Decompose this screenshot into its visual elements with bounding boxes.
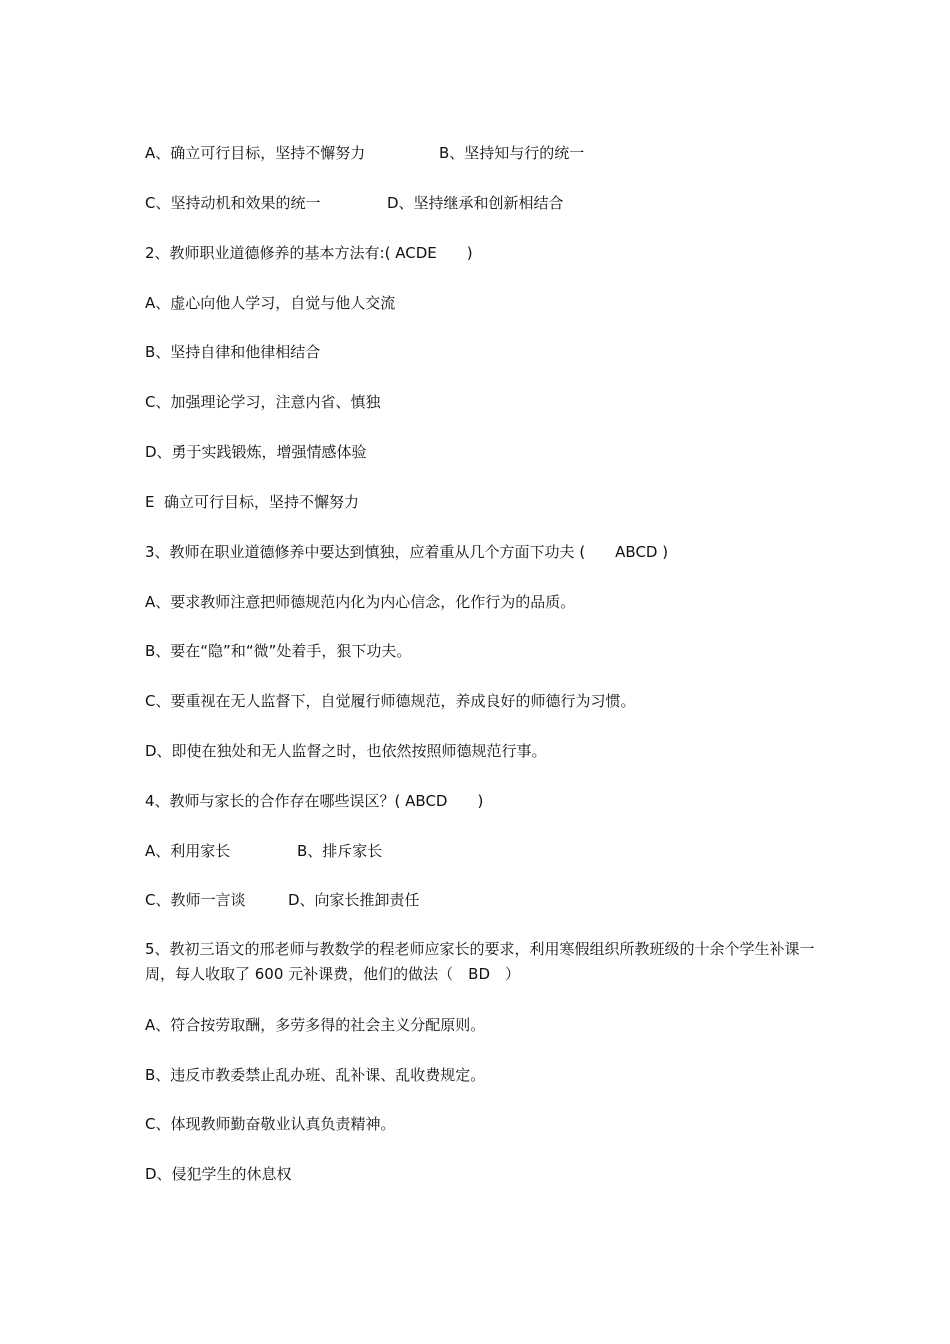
q4-option-b: B、排斥家长: [297, 842, 383, 860]
q1-option-b: B、坚持知与行的统一: [439, 144, 585, 162]
q2-option-d: D、勇于实践锻炼，增强情感体验: [145, 443, 367, 461]
q4-option-a: A、利用家长: [145, 842, 231, 860]
q2-option-e: E 确立可行目标，坚持不懈努力: [145, 493, 360, 511]
q2-option-a: A、虚心向他人学习，自觉与他人交流: [145, 294, 396, 312]
q3-option-c: C、要重视在无人监督下，自觉履行师德规范，养成良好的师德行为习惯。: [145, 692, 636, 710]
q2-option-b: B、坚持自律和他律相结合: [145, 343, 321, 361]
q5-option-d: D、侵犯学生的休息权: [145, 1165, 292, 1183]
q1-option-d: D、坚持继承和创新相结合: [387, 194, 564, 212]
q5-option-b: B、违反市教委禁止乱办班、乱补课、乱收费规定。: [145, 1066, 486, 1084]
q3-option-d: D、即使在独处和无人监督之时，也依然按照师德规范行事。: [145, 742, 547, 760]
q1-option-c: C、坚持动机和效果的统一: [145, 194, 321, 212]
q3-stem: 3、教师在职业道德修养中要达到慎独，应着重从几个方面下功夫 ( ABCD ): [145, 543, 669, 561]
q4-stem: 4、教师与家长的合作存在哪些误区？( ABCD ): [145, 792, 484, 810]
q5-option-c: C、体现教师勤奋敬业认真负责精神。: [145, 1115, 396, 1133]
q1-option-a: A、确立可行目标，坚持不懈努力: [145, 144, 366, 162]
q5-stem: 5、教初三语文的邢老师与教数学的程老师应家长的要求，利用寒假组织所教班级的十余个学生补课一周，每人收取了 600 元补课费，他们的做法（ BD ）: [145, 940, 815, 983]
q4-option-d: D、向家长推卸责任: [288, 891, 420, 909]
q3-option-a: A、要求教师注意把师德规范内化为内心信念，化作行为的品质。: [145, 593, 576, 611]
q2-option-c: C、加强理论学习，注意内省、慎独: [145, 393, 381, 411]
q3-option-b: B、要在“隐”和“微”处着手，狠下功夫。: [145, 642, 412, 660]
q5-option-a: A、符合按劳取酬，多劳多得的社会主义分配原则。: [145, 1016, 486, 1034]
q2-stem: 2、教师职业道德修养的基本方法有:( ACDE ): [145, 244, 473, 262]
q4-option-c: C、教师一言谈: [145, 891, 246, 909]
